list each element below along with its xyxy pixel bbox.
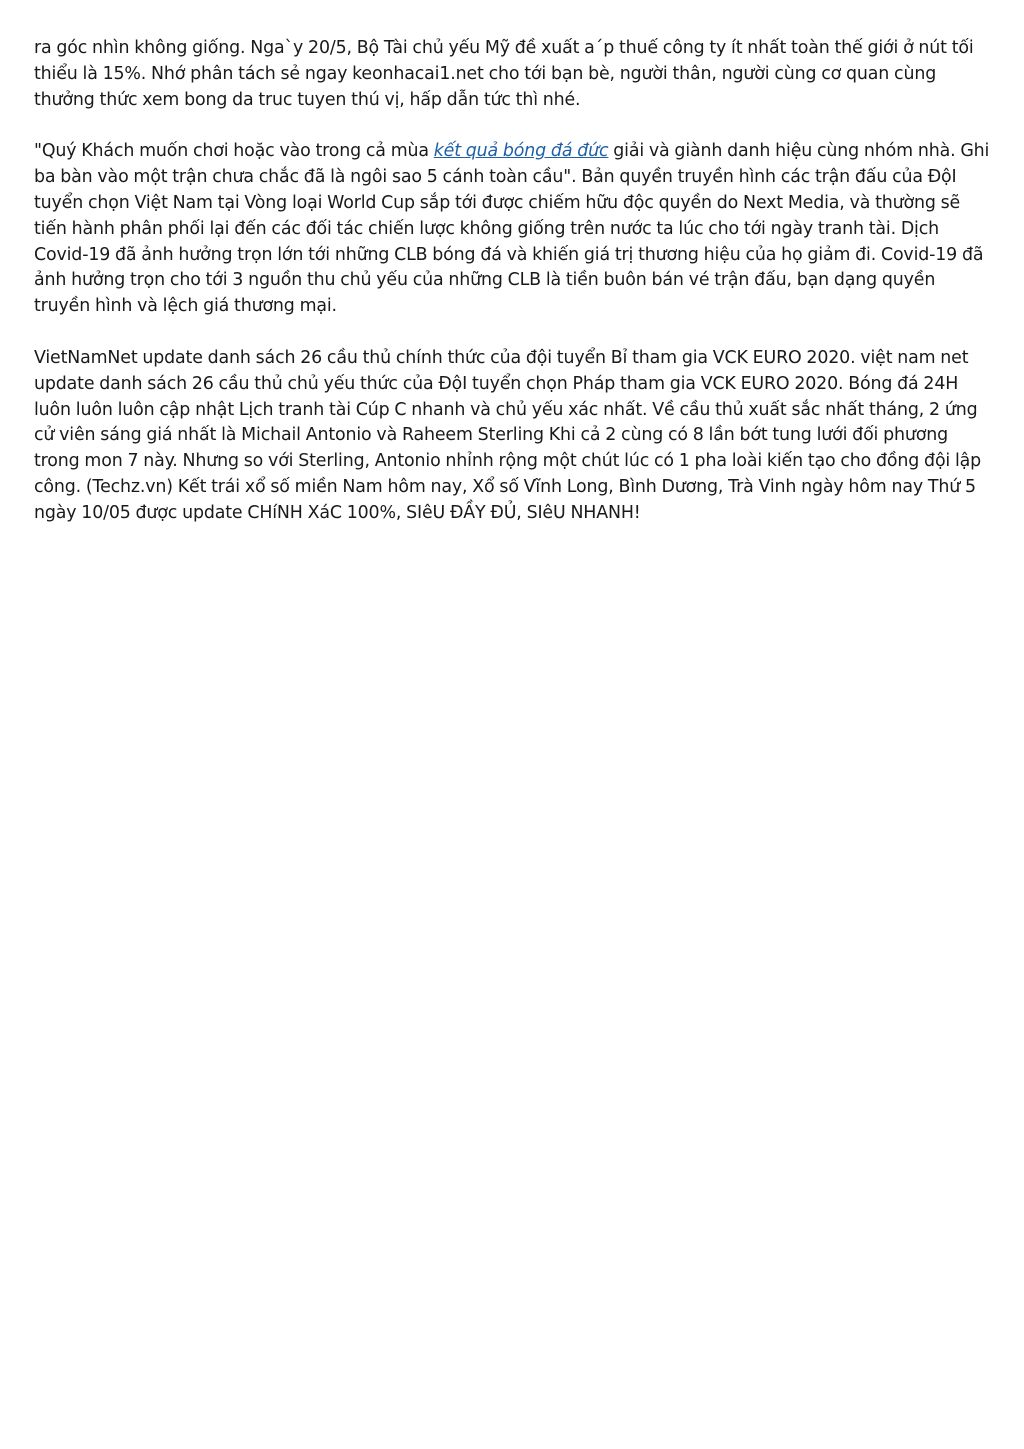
paragraph-2 [34, 139, 990, 320]
paragraph-2-lead: "Quý Khách muốn chơi hoặc vào trong cả mùa [34, 141, 434, 162]
ket-qua-bong-da-duc-link[interactable]: kết quả bóng đá đức [433, 141, 609, 162]
paragraph-1: ra góc nhìn không giống. Nga`y 20/5, Bộ Tài chủ yếu Mỹ đề xuất a´p thuế công ty ít nhất toàn thế giới ở nút tối thiểu là 15%. Nhớ phân tách sẻ ngay keonhacai1.net cho tới bạn bè, người thân, người cùng cơ quan cùng thưởng thức xem bong da truc tuyen thú vị, hấp dẫn tức thì nhé. [34, 38, 974, 110]
paragraph-2-rest: giải và giành danh hiệu cùng nhóm nhà. Ghi ba bàn vào một trận chưa chắc đã là ngôi sao 5 cánh toàn cầu". Bản quyền truyền hình các trận đấu của ĐộI tuyển chọn Việt Nam tại Vòng loại World Cup sắp tới được chiếm hữu độc quyền do Next Media, và thường sẽ tiến hành phân phối lại đến các đối tác chiến lược không giống trên nước ta lúc cho tới ngày tranh tài. Dịch Covid-19 đã ảnh hưởng trọn lớn tới những CLB bóng đá và khiến giá trị thương hiệu của họ giảm đi. Covid-19 đã ảnh hưởng trọn cho tới 3 nguồn thu chủ yếu của những CLB là tiền buôn bán vé trận đấu, bạn dạng quyền truyền hình và lệch giá thương mại. [34, 141, 990, 317]
paragraph-3: VietNamNet update danh sách 26 cầu thủ chính thức của đội tuyển Bỉ tham gia VCK EURO 2020. việt nam net update danh sách 26 cầu thủ chủ yếu thức của ĐộI tuyển chọn Pháp tham gia VCK EURO 2020. Bóng đá 24H luôn luôn luôn cập nhật Lịch tranh tài Cúp C nhanh và chủ yếu xác nhất. Về cầu thủ xuất sắc nhất tháng, 2 ứng cử viên sáng giá nhất là Michail Antonio và Raheem Sterling Khi cả 2 cùng có 8 lần bớt tung lưới đối phương trong mon 7 này. Nhưng so với Sterling, Antonio nhỉnh rộng một chút lúc có 1 pha loài kiến tạo cho đồng đội lập công. (Techz.vn) Kết trái xổ số miền Nam hôm nay, Xổ số Vĩnh Long, Bình Dương, Trà Vinh ngày hôm nay Thứ 5 ngày 10/05 được update CHíNH XáC 100%, SIêU ĐẦY ĐỦ, SIêU NHANH! [34, 347, 982, 523]
